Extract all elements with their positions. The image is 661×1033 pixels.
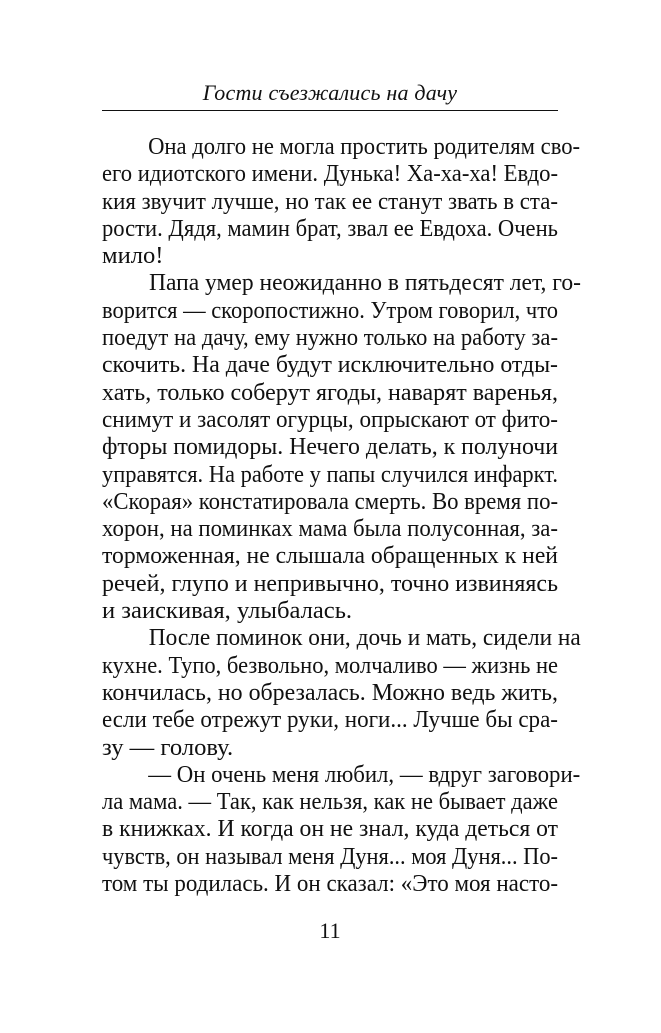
text-line: — Он очень меня любил, — вдруг заговори- <box>148 760 581 788</box>
text-line: фторы помидоры. Нечего делать, к полуночи <box>102 433 559 461</box>
page-number: 11 <box>319 918 341 943</box>
paragraph <box>102 269 581 625</box>
paragraph <box>102 760 581 898</box>
text-line: «Скорая» констатировала смерть. Во время по- <box>102 487 559 515</box>
text-line: в книжках. И когда он не знал, куда деться от <box>102 815 559 843</box>
text-line: ла мама. — Так, как нельзя, как не бывает даже <box>102 788 558 816</box>
text-line: управятся. На работе у папы случился инфаркт. <box>102 460 559 488</box>
text-line: кончилась, но обрезалась. Можно ведь жить, <box>102 678 558 706</box>
text-line: мило! <box>102 242 164 270</box>
text-line: том ты родилась. И он сказал: «Это моя насто- <box>102 870 558 898</box>
text-line: ворится — скоропостижно. Утром говорил, что <box>102 296 558 324</box>
text-line: После поминок они, дочь и мать, сидели на <box>148 624 581 652</box>
text-line: хать, только соберут ягоды, наварят варенья, <box>102 378 558 406</box>
text-line: скочить. На даче будут исключительно отды- <box>102 351 558 379</box>
text-line: Папа умер неожиданно в пятьдесят лет, го- <box>148 269 581 297</box>
text-line: кухне. Тупо, безвольно, молчаливо — жизнь не <box>102 651 559 679</box>
text-line: и заискивая, улыбалась. <box>102 597 353 625</box>
running-head: Гости съезжались на дачу <box>202 80 458 105</box>
paragraph <box>102 624 581 761</box>
text-line: поедут на дачу, ему нужно только на работу за- <box>102 324 559 352</box>
text-line: снимут и засолят огурцы, опрыскают от фито- <box>102 405 559 433</box>
text-line: чувств, он называл меня Дуня... моя Дуня... По- <box>102 842 558 870</box>
text-line: рости. Дядя, мамин брат, звал ее Евдоха. Очень <box>102 214 558 242</box>
text-line: зу — голову. <box>102 733 234 761</box>
body-text <box>102 133 581 898</box>
text-line: кия звучит лучше, но так ее станут звать в ста- <box>102 187 558 215</box>
text-line: хорон, на поминках мама была полусонная, за- <box>102 515 558 543</box>
paragraph <box>102 133 581 270</box>
text-line: если тебе отрежут руки, ноги... Лучше бы сра- <box>102 706 558 734</box>
text-line: речей, глупо и непривычно, точно извиняясь <box>102 569 558 597</box>
text-line: торможенная, не слышала обращенных к ней <box>102 542 558 570</box>
text-line: Она долго не могла простить родителям сво- <box>148 133 581 160</box>
text-line: его идиотского имени. Дунька! Ха-ха-ха! Евдо- <box>102 160 558 188</box>
header-rule <box>102 110 558 111</box>
